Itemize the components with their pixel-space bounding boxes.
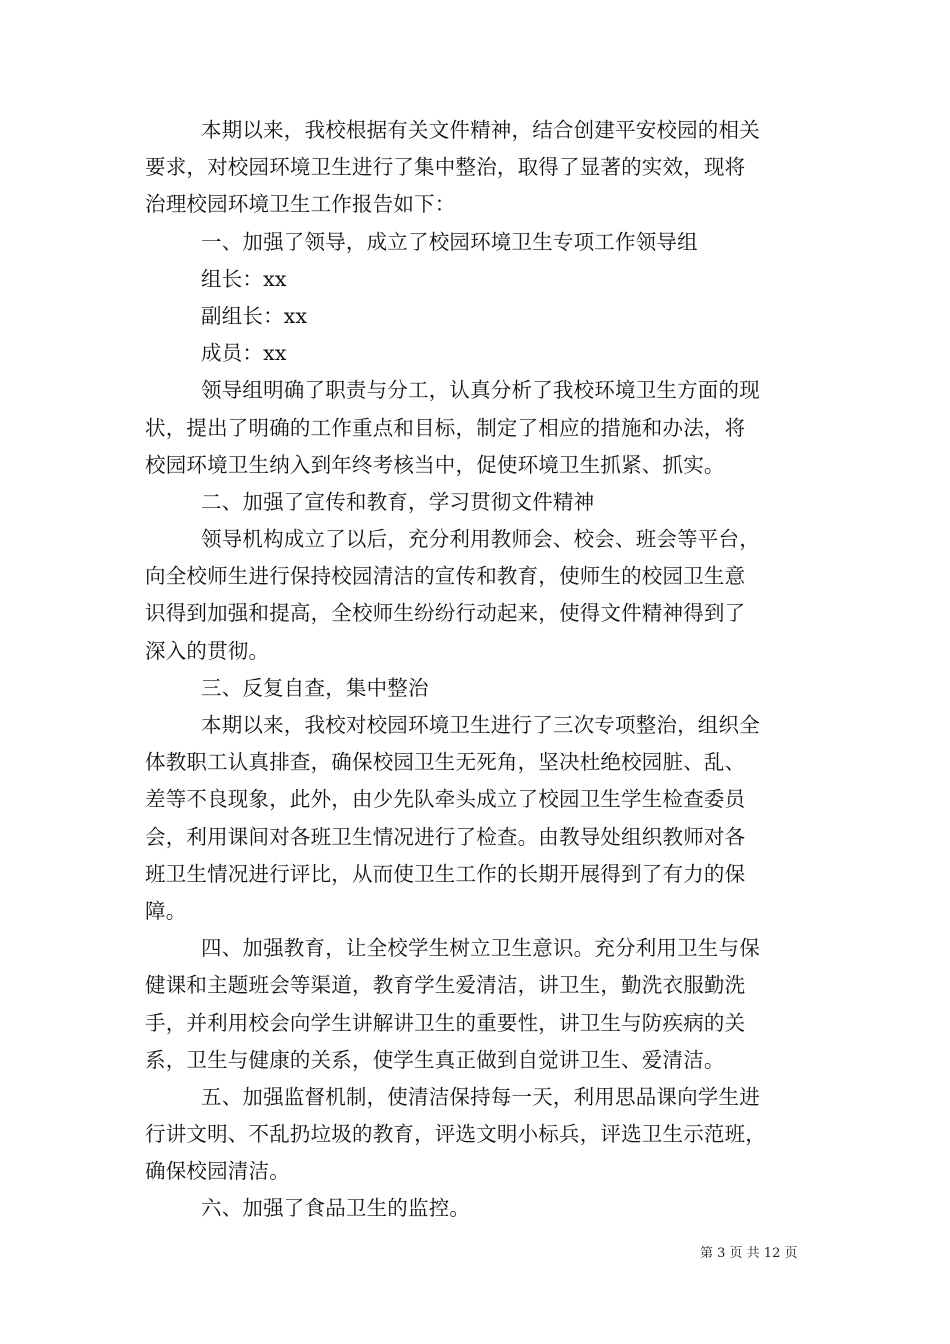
text-line: 领导机构成立了以后，充分利用教师会、校会、班会等平台， (201, 527, 760, 552)
text-line: 成员：xx (201, 341, 287, 366)
text-line: 要求，对校园环境卫生进行了集中整治，取得了显著的实效，现将 (145, 155, 746, 180)
page-number-footer (700, 1245, 820, 1263)
text-line: 组长：xx (201, 266, 287, 291)
text-line: 一、加强了领导，成立了校园环境卫生专项工作领导组 (201, 229, 698, 254)
text-line: 本期以来，我校对校园环境卫生进行了三次专项整治，组织全 (201, 713, 760, 737)
text-line: 六、加强了食品卫生的监控。 (201, 1196, 471, 1221)
text-line: 校园环境卫生纳入到年终考核当中，促使环境卫生抓紧、抓实。 (145, 452, 725, 477)
text-line: 本期以来，我校根据有关文件精神，结合创建平安校园的相关 (201, 118, 760, 142)
text-line: 向全校师生进行保持校园清洁的宣传和教育，使师生的校园卫生意 (145, 564, 746, 589)
text-line: 深入的贯彻。 (145, 638, 270, 663)
text-line: 障。 (145, 898, 187, 923)
text-line: 识得到加强和提高，全校师生纷纷行动起来，使得文件精神得到了 (145, 601, 746, 626)
text-line: 领导组明确了职责与分工，认真分析了我校环境卫生方面的现 (201, 378, 760, 403)
page-number-label: 第 3 页 共 12 页 (700, 1246, 798, 1261)
text-line: 二、加强了宣传和教育，学习贯彻文件精神 (201, 489, 595, 514)
text-line: 差等不良现象，此外，由少先队牵头成立了校园卫生学生检查委员 (145, 787, 746, 812)
text-line: 治理校园环境卫生工作报告如下： (145, 192, 456, 217)
text-line: 四、加强教育，让全校学生树立卫生意识。充分利用卫生与保 (201, 936, 760, 961)
text-line: 体教职工认真排查，确保校园卫生无死角，坚决杜绝校园脏、乱、 (145, 750, 746, 775)
text-line: 行讲文明、不乱扔垃圾的教育，评选文明小标兵，评选卫生示范班， (145, 1122, 766, 1147)
text-line: 副组长：xx (201, 303, 308, 328)
text-line: 手，并利用校会向学生讲解讲卫生的重要性，讲卫生与防疾病的关 (145, 1010, 746, 1035)
text-line: 会，利用课间对各班卫生情况进行了检查。由教导处组织教师对各 (145, 824, 746, 849)
text-line: 班卫生情况进行评比，从而使卫生工作的长期开展得到了有力的保 (145, 861, 746, 886)
text-line: 状，提出了明确的工作重点和目标，制定了相应的措施和办法，将 (145, 415, 746, 440)
text-line: 三、反复自查，集中整治 (201, 675, 429, 700)
text-line: 健课和主题班会等渠道，教育学生爱清洁，讲卫生，勤洗衣服勤洗 (145, 973, 746, 998)
text-line: 五、加强监督机制，使清洁保持每一天，利用思品课向学生进 (201, 1084, 760, 1109)
text-line: 确保校园清洁。 (145, 1159, 290, 1184)
text-line: 系，卫生与健康的关系，使学生真正做到自觉讲卫生、爱清洁。 (145, 1047, 725, 1072)
document-body (145, 112, 807, 1228)
